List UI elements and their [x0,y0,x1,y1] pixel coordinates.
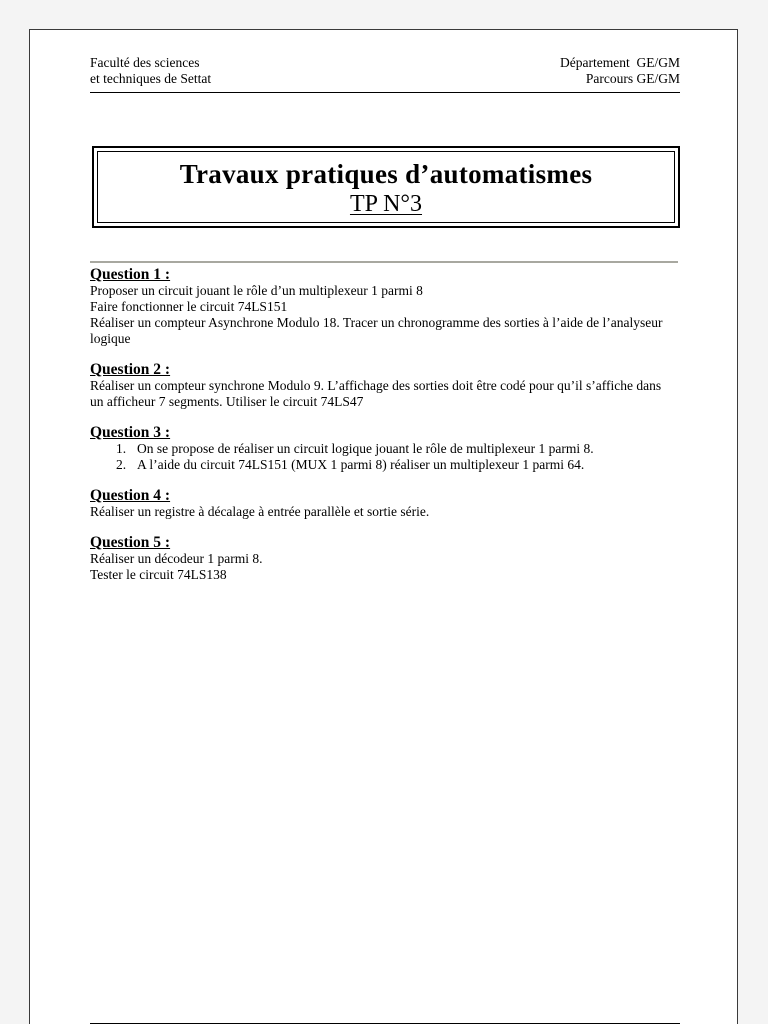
question-list [90,441,700,473]
list-item [90,457,700,473]
question-line: Réaliser un compteur Asynchrone Modulo 18. Tracer un chronogramme des sorties à l’aide de l’analyseur logique [90,315,663,346]
header-department [560,55,680,87]
header-institution [90,55,211,87]
list-item-number: 1. [116,441,127,456]
section-divider [90,261,678,263]
page-header [90,55,680,93]
title-box-inner [97,151,675,223]
question-5 [90,534,700,583]
question-title: Question 5 : [90,534,171,551]
list-item-text: A l’aide du circuit 74LS151 (MUX 1 parmi 8) réaliser un multiplexeur 1 parmi 64. [137,457,585,472]
question-title: Question 3 : [90,424,171,441]
question-2 [90,361,700,410]
questions-section [90,266,700,597]
list-item-number: 2. [116,457,127,472]
question-4 [90,487,700,520]
question-1 [90,266,700,347]
title-box [92,146,680,228]
question-line: Réaliser un décodeur 1 parmi 8. [90,551,263,566]
question-title: Question 2 : [90,361,171,378]
list-item [90,441,700,457]
question-line: Tester le circuit 74LS138 [90,567,227,582]
question-line: Proposer un circuit jouant le rôle d’un multiplexeur 1 parmi 8 [90,283,423,298]
question-line: Réaliser un compteur synchrone Modulo 9. L’affichage des sorties doit être codé pour qu’il s’affiche dans un afficheur 7 segments. Utiliser le circuit 74LS47 [90,378,662,409]
list-item-text: On se propose de réaliser un circuit logique jouant le rôle de multiplexeur 1 parmi 8. [137,441,594,456]
question-title: Question 4 : [90,487,171,504]
document-title: Travaux pratiques d’automatismes [179,159,593,189]
header-left-line-1: Faculté des sciences [90,55,200,70]
question-line: Faire fonctionner le circuit 74LS151 [90,299,288,314]
question-line: Réaliser un registre à décalage à entrée parallèle et sortie série. [90,504,430,519]
header-right-line-2: Parcours GE/GM [585,71,680,86]
header-left-line-2: et techniques de Settat [90,71,212,86]
question-title: Question 1 : [90,266,171,283]
header-right-line-1: Département GE/GM [560,55,680,70]
document-page [29,29,738,1024]
document-subtitle: TP N°3 [349,191,423,217]
question-3 [90,424,700,473]
